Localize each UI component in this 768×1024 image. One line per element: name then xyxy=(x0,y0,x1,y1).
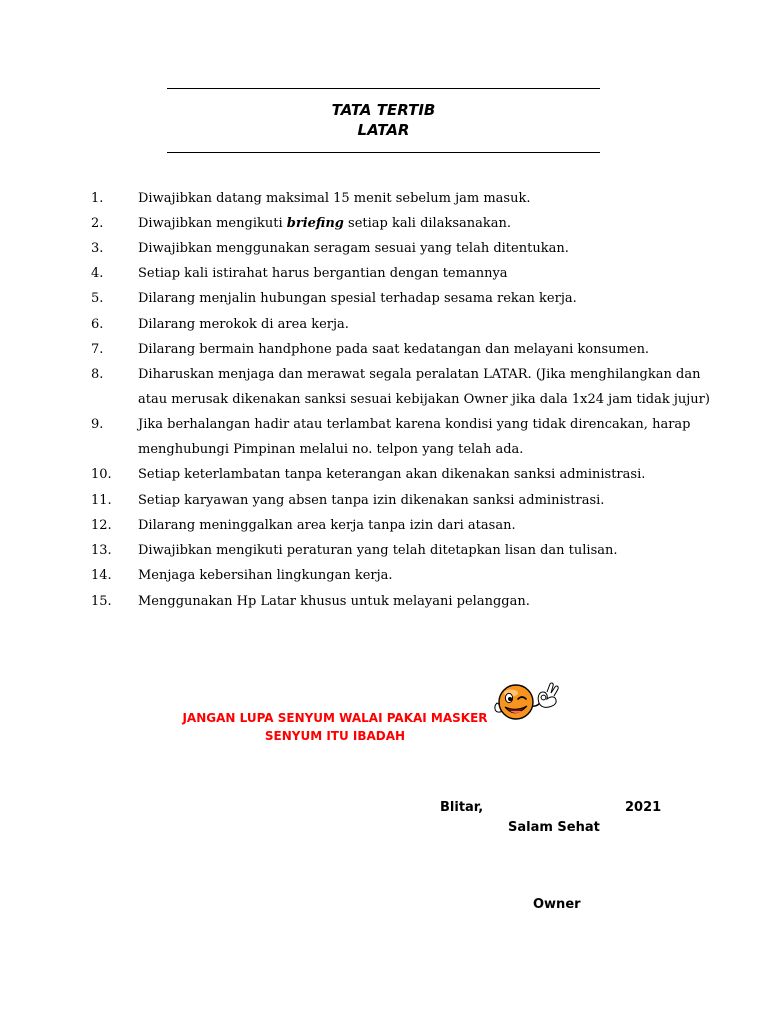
signature-place: Blitar, xyxy=(440,800,484,815)
item-text-line-2: atau merusak dikenakan sanksi sesuai kebijakan Owner jika dala 1x24 jam tidak jujur) xyxy=(138,392,710,408)
item-text: Menjaga kebersihan lingkungan kerja. xyxy=(138,568,393,583)
reminder-line-2: SENYUM ITU IBADAH xyxy=(264,729,406,743)
winking-smiley-thumbs-up-icon xyxy=(493,681,559,727)
item-number: 13. xyxy=(91,543,112,558)
top-rule xyxy=(167,88,600,89)
signature-closing: Salam Sehat xyxy=(508,820,600,835)
item-number: 5. xyxy=(91,291,104,306)
title-line-1: TATA TERTIB xyxy=(331,101,436,119)
item-text: Dilarang merokok di area kerja. xyxy=(138,317,349,332)
item-number: 12. xyxy=(91,518,112,533)
item-number: 15. xyxy=(91,594,112,609)
item-number: 10. xyxy=(91,467,112,482)
item-text: Diwajibkan menggunakan seragam sesuai yang telah ditentukan. xyxy=(138,241,569,256)
signature-owner: Owner xyxy=(533,897,581,912)
item-text-line-2: menghubungi Pimpinan melalui no. telpon yang telah ada. xyxy=(138,442,524,458)
item-text-line-1: Diharuskan menjaga dan merawat segala peralatan LATAR. (Jika menghilangkan dan xyxy=(138,367,701,382)
reminder-line-1: JANGAN LUPA SENYUM WALAI PAKAI MASKER xyxy=(182,711,488,725)
item-number: 9. xyxy=(91,417,104,432)
bottom-rule xyxy=(167,152,600,153)
item-text: Dilarang bermain handphone pada saat kedatangan dan melayani konsumen. xyxy=(138,342,650,357)
item-text-line-1: Jika berhalangan hadir atau terlambat karena kondisi yang tidak direncakan, harap xyxy=(138,417,691,432)
title-line-2: LATAR xyxy=(357,121,410,139)
signature-year: 2021 xyxy=(625,800,662,815)
item-text: Diwajibkan datang maksimal 15 menit sebelum jam masuk. xyxy=(138,191,531,206)
item-text-after: setiap kali dilaksanakan. xyxy=(343,216,512,231)
item-text: Dilarang meninggalkan area kerja tanpa izin dari atasan. xyxy=(138,518,516,533)
item-text xyxy=(138,362,710,412)
item-number: 8. xyxy=(91,367,104,382)
item-number: 3. xyxy=(91,241,104,256)
item-text: Setiap keterlambatan tanpa keterangan akan dikenakan sanksi administrasi. xyxy=(138,467,646,482)
item-number: 1. xyxy=(91,191,104,206)
item-text xyxy=(138,211,698,236)
item-text: Dilarang menjalin hubungan spesial terhadap sesama rekan kerja. xyxy=(138,291,577,306)
item-number: 7. xyxy=(91,342,104,357)
item-number: 14. xyxy=(91,568,112,583)
item-text: Setiap karyawan yang absen tanpa izin dikenakan sanksi administrasi. xyxy=(138,493,605,508)
item-number: 6. xyxy=(91,317,104,332)
item-text xyxy=(138,412,698,462)
item-text-emphasis: briefing xyxy=(286,216,344,231)
item-text: Diwajibkan mengikuti peraturan yang telah ditetapkan lisan dan tulisan. xyxy=(138,543,618,558)
item-number: 4. xyxy=(91,266,104,281)
item-text-before: Diwajibkan mengikuti xyxy=(138,216,287,231)
item-number: 2. xyxy=(91,216,104,231)
item-text: Menggunakan Hp Latar khusus untuk melayani pelanggan. xyxy=(138,594,530,609)
item-text: Setiap kali istirahat harus bergantian dengan temannya xyxy=(138,266,508,281)
item-number: 11. xyxy=(91,493,112,508)
